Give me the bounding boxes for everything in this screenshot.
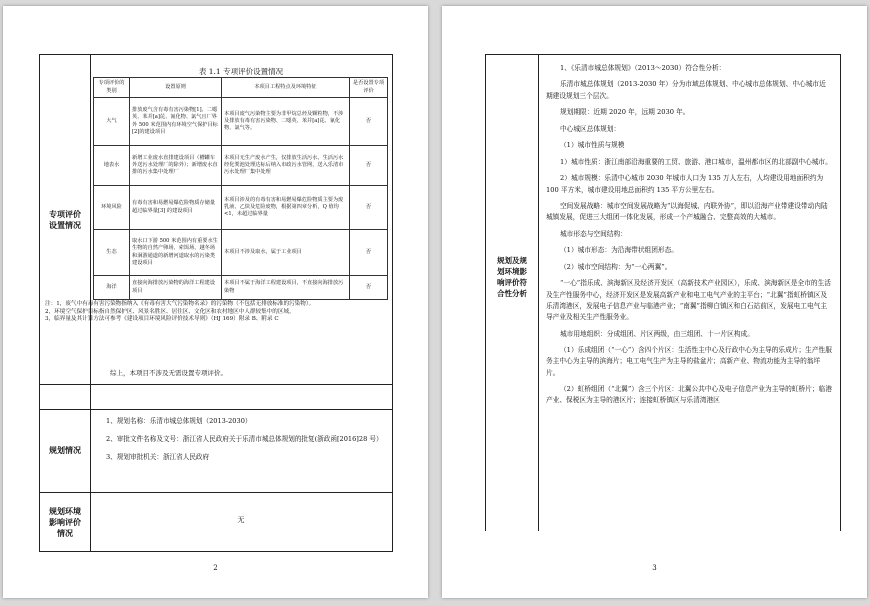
row-principle: 直接向海排放污染物的海洋工程建设项目 xyxy=(130,276,222,300)
row-feature: 本项目不属于海洋工程建设项目，不直接向海排放污染物 xyxy=(222,276,350,300)
paragraph: 1、《乐清市城总体规划》（2013～2030）符合性分析： xyxy=(560,64,726,72)
section-label-plan-eia: 规划环境影响评价情况 xyxy=(49,506,81,538)
note-line: 注：1，废气中有毒有害污染物指纳入《有毒有害大气污染物名录》的污染物（不包括无排放标准的污染物）。 xyxy=(45,301,315,307)
table-row xyxy=(94,186,388,230)
table-notes xyxy=(45,301,335,324)
row-principle: 新增工业废水直排建设项目（槽罐车外送污水处理厂的除外）；新增废水直排的污水集中处理厂 xyxy=(130,146,222,186)
paragraph: 中心城区总体规划： xyxy=(560,124,621,133)
form-grid xyxy=(485,54,841,531)
form-grid xyxy=(39,54,393,552)
paragraph: （1）乐成组团（“一心”）含四个片区：生活性主中心及行政中心为主导的乐成片；生产性服务主中心为主导的滨海片；电工电气生产为主导的盐盆片；高新产业、物流功能为主导的翁垟片。 xyxy=(546,346,832,377)
page-number: 3 xyxy=(652,564,657,572)
row-feature: 本项目无生产废水产生，仅排放生活污水，生活污水经化粪池处理达标后纳入市政污水管网，送入乐清市污水处理厂集中处理 xyxy=(222,146,350,186)
paragraph: （1）城市性质与规模 xyxy=(560,141,625,150)
row-principle: 有毒有害和易燃易爆危险物质存储量超过临界量[3] 的建设项目 xyxy=(130,186,222,230)
table-header: 专项评价的类别 xyxy=(94,78,130,98)
section-label-plan: 规划情况 xyxy=(49,445,81,455)
row-principle: 排放废气含有毒有害污染物[1]、二噁英、苯并[a]芘、氰化物、氯气且厂界外 500 米范围内有环境空气保护目标[2]的建设项目 xyxy=(130,98,222,146)
document-page-right xyxy=(442,6,867,598)
row-setting: 否 xyxy=(350,230,388,276)
row-setting: 否 xyxy=(350,276,388,300)
paragraph: （2）城市空间结构：为“一心两翼”。 xyxy=(560,262,672,271)
table-row xyxy=(94,98,388,146)
row-category: 海洋 xyxy=(94,276,130,300)
document-page-left xyxy=(3,6,428,598)
paragraph: “一心”指乐成、滨海新区及经济开发区（高新技术产业园区），乐成、滨海新区是全市的生活及生产性服务中心，经济开发区是发展高新产业和电工电气产业的主平台；“北翼”指虹桥镇区及乐清湾港区，发展电子信息产业与临港产业；“南翼”指柳白镇区和白石站前区，发展电工电气主导产业及相关生产性服务业。 xyxy=(546,279,831,322)
row-category: 大气 xyxy=(94,98,130,146)
row-category: 生态 xyxy=(94,230,130,276)
table-header: 是否设置专项评价 xyxy=(350,78,388,98)
paragraph: （1）城市形态：为沿海带状组团形态。 xyxy=(560,246,678,255)
paragraph: 1）城市性质：浙江南部沿海重要的工贸、旅游、港口城市，温州都市区的北部副中心城市。 xyxy=(560,157,832,166)
table-row xyxy=(94,146,388,186)
note-line: 3，临界量及其计算方法可参考《建设项目环境风险评价技术导则》（HJ 169）附录 B、附录 C xyxy=(45,316,279,323)
plan-eia-value: 无 xyxy=(237,516,245,524)
paragraph: 规划期限：近期 2020 年，远期 2030 年。 xyxy=(560,108,690,117)
table-header: 本项目工程特点及环境特征 xyxy=(222,78,350,98)
table-title: 表 1.1 专项评价设置情况 xyxy=(198,67,284,76)
table-header: 设置原则 xyxy=(130,78,222,98)
row-principle: 取水口下游 500 米范围内有重要水生生物的自然产卵场、索饵场、越冬场和洄游通道的新增河道取水的污染类建设项目 xyxy=(130,230,222,276)
special-eval-table xyxy=(93,77,388,300)
section-label-plan-compliance: 规划及规划环境影响评价符合性分析 xyxy=(497,256,527,298)
row-setting: 否 xyxy=(350,146,388,186)
table-row xyxy=(94,276,388,300)
plan-item: 3、规划审批机关：浙江省人民政府 xyxy=(106,453,210,461)
plan-item: 2、审批文件名称及文号：浙江省人民政府关于乐清市城总体规划的批复(浙政函[2016]28 号） xyxy=(106,435,383,443)
row-setting: 否 xyxy=(350,186,388,230)
row-category: 地表水 xyxy=(94,146,130,186)
analysis-body xyxy=(546,63,832,412)
table-row xyxy=(94,230,388,276)
row-feature: 本项目不涉及取水，属于工业项目 xyxy=(222,230,350,276)
paragraph: 2）城市规模：乐清中心城市 2030 年城市人口为 135 万人左右，人均建设用地面积约为 100 平方米，城市建设用地总面积约 135 平方公里左右。 xyxy=(546,174,824,194)
row-category: 环境风险 xyxy=(94,186,130,230)
paragraph: 乐清市城总体规划（2013-2030 年）分为市域总体规划、中心城市总体规划、中心城市近期建设规划三个层次。 xyxy=(546,80,826,100)
plan-list xyxy=(96,415,388,469)
paragraph: 城市形态与空间结构： xyxy=(560,229,627,238)
paragraph: （2）虹桥组团（“北翼”）含三个片区：北翼公共中心及电子信息产业为主导的虹桥片；临港产业、保税区为主导的港区片；连接虹桥镇区与乐清湾港区 xyxy=(546,385,832,405)
section-label-special: 专项评价设置情况 xyxy=(49,208,81,230)
row-setting: 否 xyxy=(350,98,388,146)
summary-text: 综上，本项目不涉及无需设置专项评价。 xyxy=(110,369,227,377)
paragraph: 城市用地组织：分成组团、片区两级，由三组团、十一片区构成。 xyxy=(560,329,754,338)
page-number: 2 xyxy=(213,564,218,572)
note-line: 2，环境空气保护目标指自然保护区、风景名胜区、居住区、文化区和农村地区中人群较集中的区域。 xyxy=(45,308,295,315)
plan-item: 1、规划名称：乐清市城总体规划（2013-2030） xyxy=(106,417,252,425)
paragraph: 空间发展战略：城市空间发展战略为“以海促城、内联外协”，即以沿海产业带建设带动内陆城镇发展，促进三大组团一体化发展，形成一个产城融合、完整高效的大城市。 xyxy=(546,201,828,222)
row-feature: 本项目涉及的有毒有害和易燃易爆危险物质主要为废乳液、乙炔及危险废物，根据第四章分析，Q 值均<1，未超过临界量 xyxy=(222,186,350,230)
row-feature: 本项目废气污染物主要为非甲烷总烃及颗粒物，不涉及排放有毒有害污染物、二噁英、苯并[a]芘、氰化物、氯气等。 xyxy=(222,98,350,146)
